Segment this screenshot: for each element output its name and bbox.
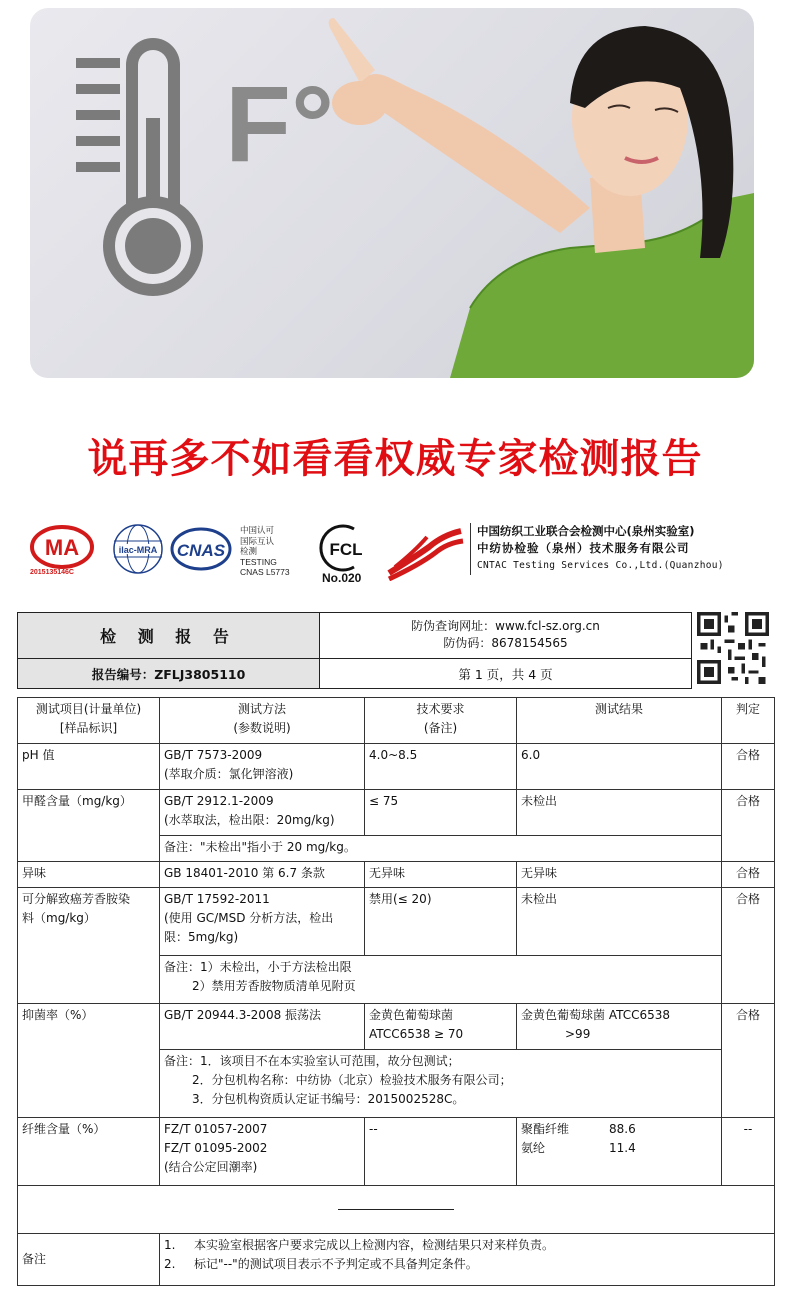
header-result: 测试结果 xyxy=(517,698,722,744)
remarks-label: 备注 xyxy=(18,1234,160,1286)
method-cell: GB 18401-2010 第 6.7 条款 xyxy=(160,862,365,888)
anti-counterfeit-info xyxy=(320,613,691,659)
result-cell: 未检出 xyxy=(517,790,722,836)
note-cell: 备注：1．该项目不在本实验室认可范围，故分包测试； 2．分包机构名称：中纺协（北京）检验技术服务有限公司； 3．分包机构资质认定证书编号：2015002528C。 xyxy=(160,1050,722,1118)
certification-logos xyxy=(0,515,790,595)
header-item: 测试项目(计量单位) [样品标识] xyxy=(18,698,160,744)
hero-illustration xyxy=(30,8,754,378)
cma-code: 2015135146C xyxy=(30,569,74,576)
fahrenheit-symbol: F° xyxy=(225,63,335,184)
result-cell: 聚酯纤维 88.6 氨纶 11.4 xyxy=(517,1118,722,1186)
result-cell: 6.0 xyxy=(517,744,722,790)
item-cell: 异味 xyxy=(18,862,160,888)
organization-name: 中国纺织工业联合会检测中心(泉州实验室) 中纺协检验（泉州）技术服务有限公司 CNTAC Testing Services Co.,Ltd.(Quanzhou) xyxy=(470,523,777,575)
thermometer-icon xyxy=(76,38,203,296)
end-separator xyxy=(18,1186,775,1234)
query-url: 防伪查询网址：www.fcl-sz.org.cn xyxy=(411,619,600,633)
verdict-cell: 合格 xyxy=(722,1004,775,1118)
headline: 说再多不如看看权威专家检测报告 xyxy=(87,436,703,482)
method-cell: GB/T 20944.3-2008 振荡法 xyxy=(160,1004,365,1050)
report-header xyxy=(17,612,692,689)
method-cell: GB/T 2912.1-2009 (水萃取法，检出限：20mg/kg) xyxy=(160,790,365,836)
verdict-cell: 合格 xyxy=(722,744,775,790)
method-cell: GB/T 17592-2011 (使用 GC/MSD 分析方法，检出 限：5mg/kg) xyxy=(160,888,365,956)
table-row xyxy=(18,888,775,956)
cnas-label: CNAS xyxy=(176,541,226,560)
cnas-text: 中国认可 国际互认 检测 TESTING CNAS L5773 xyxy=(240,525,290,577)
test-results-table xyxy=(17,697,775,1286)
item-cell: 可分解致癌芳香胺染 料（mg/kg） xyxy=(18,888,160,1004)
cma-label: MA xyxy=(44,535,80,560)
table-row xyxy=(18,744,775,790)
item-cell: pH 值 xyxy=(18,744,160,790)
verdict-cell: 合格 xyxy=(722,790,775,862)
requirement-cell: 4.0~8.5 xyxy=(365,744,517,790)
header-requirement: 技术要求 (备注) xyxy=(365,698,517,744)
report-title: 检 测 报 告 xyxy=(18,613,320,659)
ilac-logo-icon xyxy=(112,523,164,575)
hero-banner xyxy=(30,8,754,378)
method-cell: GB/T 7573-2009 (萃取介质：氯化钾溶液) xyxy=(160,744,365,790)
requirement-cell: 无异味 xyxy=(365,862,517,888)
requirement-cell: 金黄色葡萄球菌 ATCC6538 ≥ 70 xyxy=(365,1004,517,1050)
note-cell: 备注："未检出"指小于 20 mg/kg。 xyxy=(160,836,722,862)
fcl-number: No.020 xyxy=(322,571,362,585)
result-cell: 无异味 xyxy=(517,862,722,888)
separator-row xyxy=(18,1186,775,1234)
ilac-label: ilac-MRA xyxy=(118,545,158,555)
table-row xyxy=(18,1118,775,1186)
page-indicator: 第 1 页，共 4 页 xyxy=(458,666,553,682)
item-cell: 抑菌率（%） xyxy=(18,1004,160,1118)
cnas-logo-icon xyxy=(170,527,232,571)
query-code: 防伪码：8678154565 xyxy=(443,636,568,650)
remarks-cell: 1. 本实验室根据客户要求完成以上检测内容，检测结果只对来样负责。 2. 标记"--"的测试项目表示不予判定或不具备判定条件。 xyxy=(160,1234,775,1286)
header-method: 测试方法 (参数说明) xyxy=(160,698,365,744)
report-number: 报告编号：ZFLJ3805110 xyxy=(18,659,320,688)
cma-logo-icon xyxy=(30,525,94,569)
fcl-label: FCL xyxy=(329,540,363,559)
verdict-cell: -- xyxy=(722,1118,775,1186)
header-verdict: 判定 xyxy=(722,698,775,744)
table-row xyxy=(18,862,775,888)
item-cell: 甲醛含量（mg/kg） xyxy=(18,790,160,862)
table-row xyxy=(18,790,775,836)
table-header-row xyxy=(18,698,775,744)
verdict-cell: 合格 xyxy=(722,888,775,1004)
red-wave-logo-icon xyxy=(385,527,465,581)
result-cell: 金黄色葡萄球菌 ATCC6538 >99 xyxy=(517,1004,722,1050)
note-cell: 备注：1）未检出，小于方法检出限 2）禁用芳香胺物质清单见附页 xyxy=(160,956,722,1004)
result-cell: 未检出 xyxy=(517,888,722,956)
item-cell: 纤维含量（%） xyxy=(18,1118,160,1186)
requirement-cell: ≤ 75 xyxy=(365,790,517,836)
remarks-row xyxy=(18,1234,775,1286)
method-cell: FZ/T 01057-2007 FZ/T 01095-2002 (结合公定回潮率) xyxy=(160,1118,365,1186)
qr-code-icon xyxy=(697,612,769,684)
verdict-cell: 合格 xyxy=(722,862,775,888)
table-row xyxy=(18,1004,775,1050)
requirement-cell: -- xyxy=(365,1118,517,1186)
requirement-cell: 禁用(≤ 20) xyxy=(365,888,517,956)
